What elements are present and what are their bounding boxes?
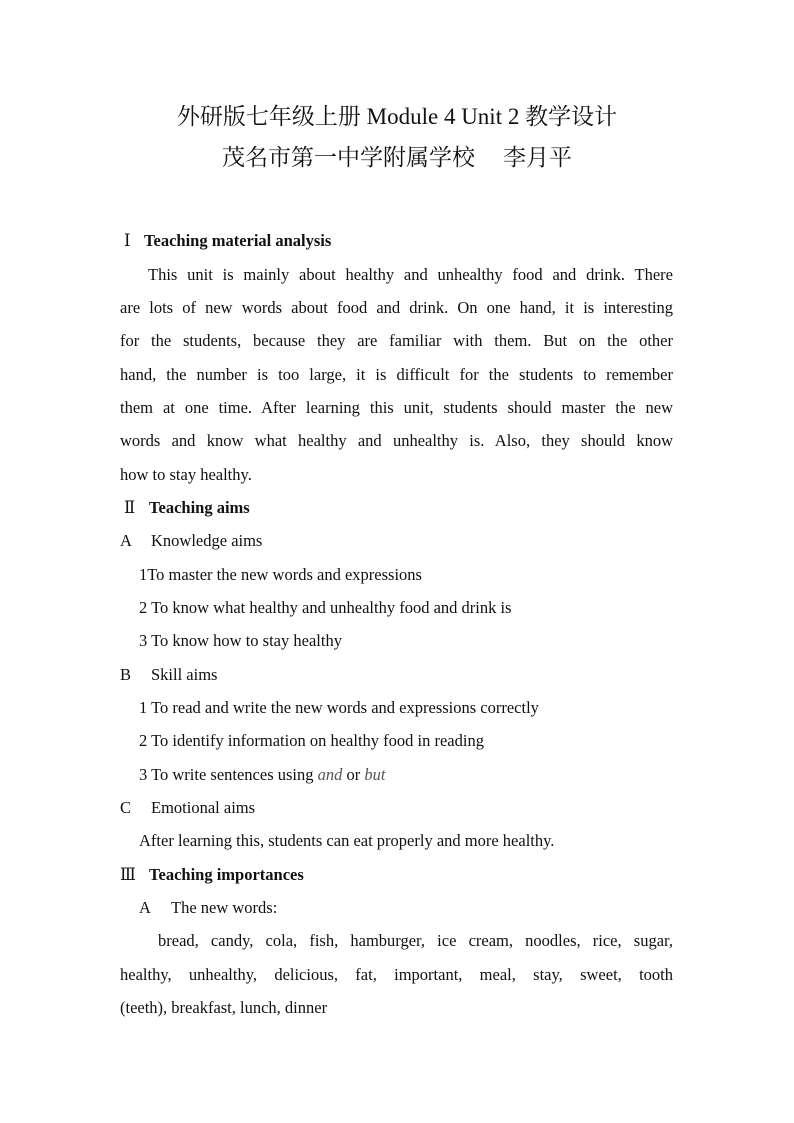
skill-aims-label: B Skill aims xyxy=(120,665,218,684)
paragraph-line: how to stay healthy. xyxy=(120,465,252,484)
emotional-aims-letter: C xyxy=(120,798,132,817)
section-3-heading xyxy=(120,864,304,886)
emotional-aims-label: C Emotional aims xyxy=(120,798,256,817)
paragraph-line: are lots of new words about food and drink. On one hand, it is interesting xyxy=(120,298,673,317)
knowledge-aim-item: 1To master the new words and expressions xyxy=(139,565,422,584)
word-list-line: (teeth), breakfast, lunch, dinner xyxy=(120,998,328,1017)
skill-aim-item: 1 To read and write the new words and expressions correctly xyxy=(139,698,539,717)
knowledge-aim-item: 3 To know how to stay healthy xyxy=(139,631,342,650)
section-2-heading xyxy=(124,497,250,519)
section-1-heading xyxy=(124,230,331,252)
section-3-numeral: Ⅲ xyxy=(120,865,136,884)
italic-word-but: but xyxy=(364,765,386,784)
knowledge-aims-label: A Knowledge aims xyxy=(120,531,263,550)
section-2-title: Teaching aims xyxy=(149,498,250,517)
author-line xyxy=(0,143,794,173)
section-1-title: Teaching material analysis xyxy=(144,231,332,250)
knowledge-aim-item: 2 To know what healthy and unhealthy food and drink is xyxy=(139,598,512,617)
new-words-label: A The new words: xyxy=(139,898,278,917)
section-1-numeral: Ⅰ xyxy=(124,231,131,250)
knowledge-aims-letter: A xyxy=(120,531,132,550)
paragraph-line: for the students, because they are familiar with them. But on the other xyxy=(120,331,673,350)
school-name: 茂名市第一中学附属学校 xyxy=(222,145,475,170)
section-3-title: Teaching importances xyxy=(149,865,304,884)
skill-aim-item: 3 To write sentences using and or but xyxy=(139,765,386,784)
italic-word-and: and xyxy=(317,765,343,784)
document-title: 外研版七年级上册 Module 4 Unit 2 教学设计 xyxy=(176,104,618,129)
author-name: 李月平 xyxy=(503,145,572,170)
word-list-line: healthy, unhealthy, delicious, fat, important, meal, stay, sweet, tooth xyxy=(120,965,673,984)
new-words-letter: A xyxy=(139,898,151,917)
skill-aim-item: 2 To identify information on healthy food in reading xyxy=(139,731,484,750)
paragraph-line: words and know what healthy and unhealthy is. Also, they should know xyxy=(120,431,673,450)
section-2-numeral: Ⅱ xyxy=(124,498,136,517)
word-list-line: bread, candy, cola, fish, hamburger, ice cream, noodles, rice, sugar, xyxy=(158,931,673,950)
skill-aims-letter: B xyxy=(120,665,132,684)
paragraph-line: This unit is mainly about healthy and unhealthy food and drink. There xyxy=(148,265,673,284)
paragraph-line: hand, the number is too large, it is difficult for the students to remember xyxy=(120,365,673,384)
emotional-aim-text: After learning this, students can eat properly and more healthy. xyxy=(139,831,555,850)
paragraph-line: them at one time. After learning this unit, students should master the new xyxy=(120,398,673,417)
